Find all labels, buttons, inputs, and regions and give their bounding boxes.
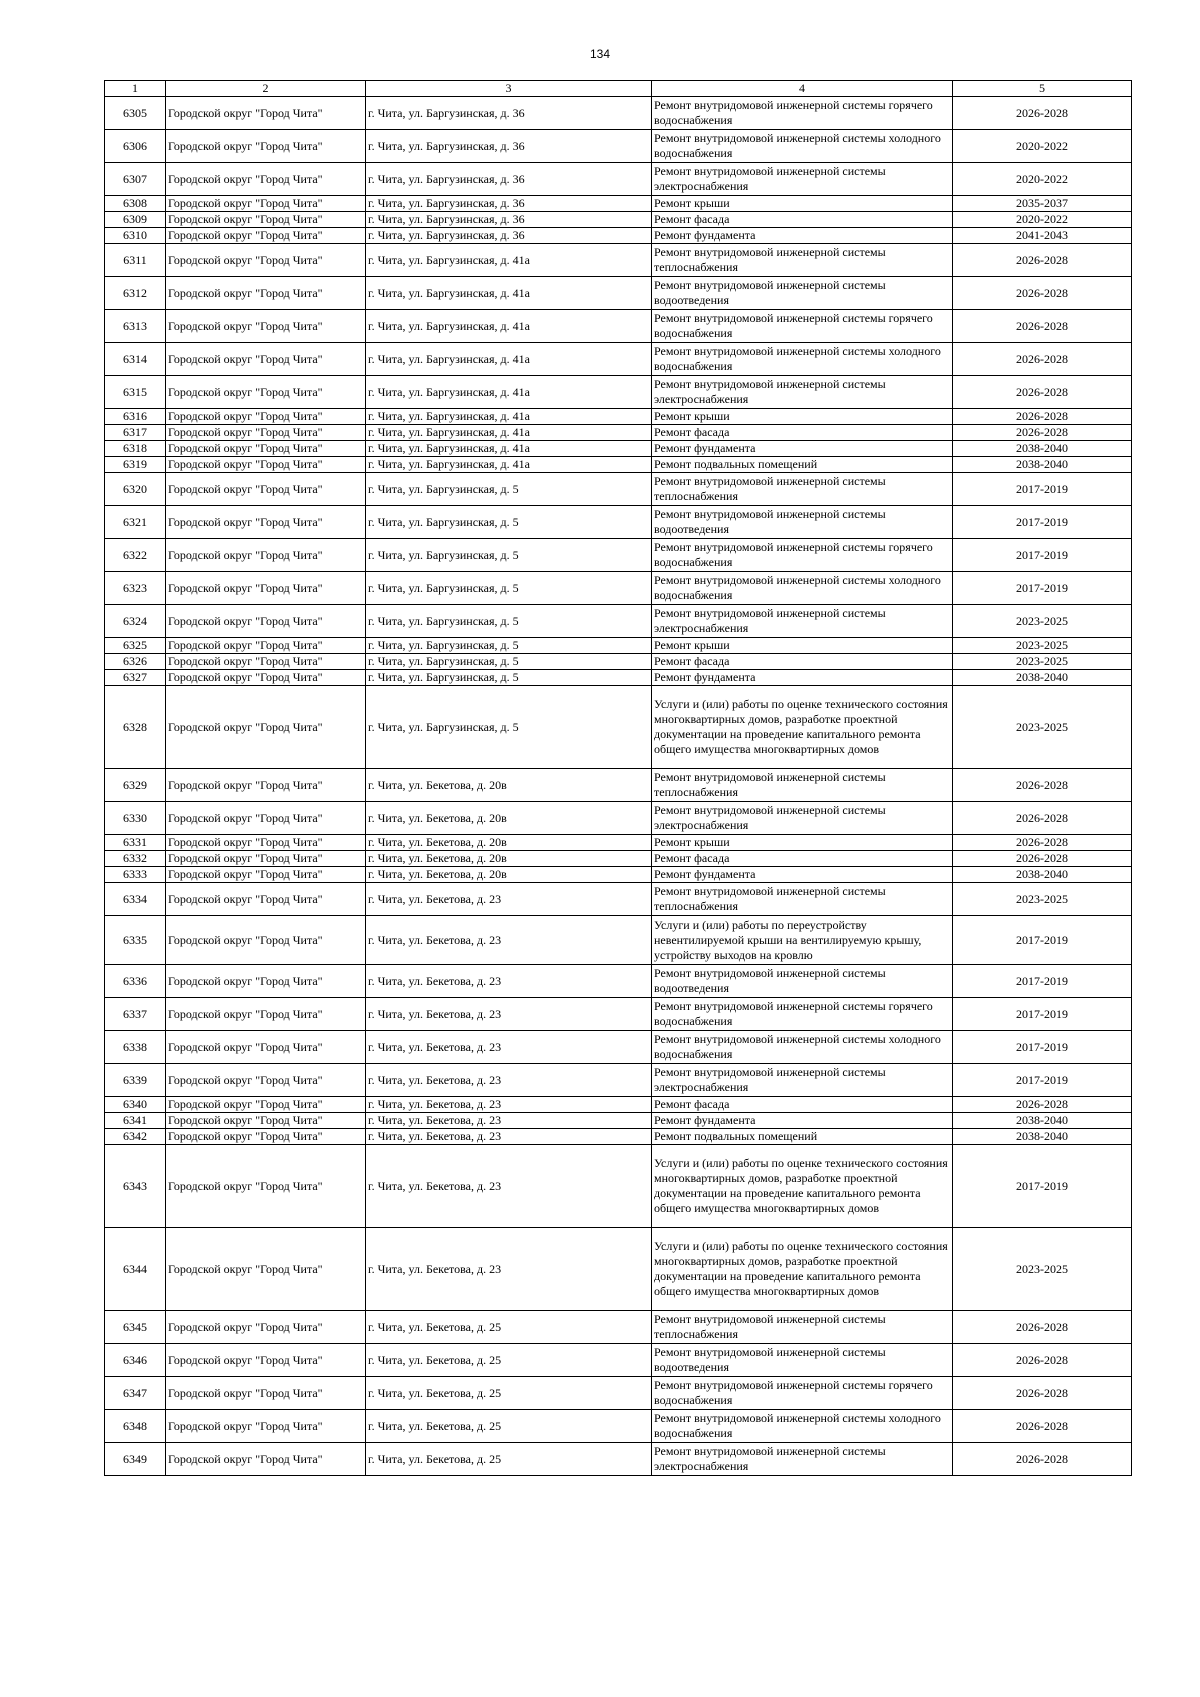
period-cell: 2026-2028 [953,343,1132,376]
work-type-cell: Ремонт внутридомовой инженерной системы электроснабжения [652,802,953,835]
address-cell: г. Чита, ул. Баргузинская, д. 5 [366,638,652,654]
period-cell: 2023-2025 [953,883,1132,916]
address-cell: г. Чита, ул. Баргузинская, д. 5 [366,670,652,686]
work-type-cell: Ремонт фундамента [652,670,953,686]
period-cell: 2038-2040 [953,670,1132,686]
table-row [105,1097,1132,1113]
table-row [105,130,1132,163]
table-row [105,1064,1132,1097]
work-type-cell: Ремонт внутридомовой инженерной системы теплоснабжения [652,473,953,506]
table-row [105,998,1132,1031]
row-number-cell: 6328 [105,686,166,769]
column-number-row [105,81,1132,97]
row-number-cell: 6306 [105,130,166,163]
period-cell: 2023-2025 [953,605,1132,638]
work-type-cell: Ремонт внутридомовой инженерной системы теплоснабжения [652,769,953,802]
address-cell: г. Чита, ул. Баргузинская, д. 5 [366,506,652,539]
municipality-cell: Городской округ "Город Чита" [166,130,366,163]
column-header: 4 [652,81,953,97]
work-type-cell: Ремонт внутридомовой инженерной системы холодного водоснабжения [652,1410,953,1443]
column-header: 5 [953,81,1132,97]
table-row [105,97,1132,130]
row-number-cell: 6325 [105,638,166,654]
municipality-cell: Городской округ "Город Чита" [166,473,366,506]
address-cell: г. Чита, ул. Баргузинская, д. 5 [366,572,652,605]
address-cell: г. Чита, ул. Баргузинская, д. 36 [366,228,652,244]
address-cell: г. Чита, ул. Бекетова, д. 23 [366,916,652,965]
work-type-cell: Ремонт крыши [652,409,953,425]
row-number-cell: 6345 [105,1311,166,1344]
address-cell: г. Чита, ул. Бекетова, д. 23 [366,883,652,916]
address-cell: г. Чита, ул. Баргузинская, д. 36 [366,196,652,212]
work-type-cell: Ремонт фасада [652,654,953,670]
period-cell: 2026-2028 [953,1377,1132,1410]
address-cell: г. Чита, ул. Баргузинская, д. 41а [366,244,652,277]
work-type-cell: Ремонт фасада [652,425,953,441]
municipality-cell: Городской округ "Город Чита" [166,998,366,1031]
address-cell: г. Чита, ул. Бекетова, д. 23 [366,1031,652,1064]
row-number-cell: 6344 [105,1228,166,1311]
page-number: 134 [589,47,611,61]
row-number-cell: 6316 [105,409,166,425]
row-number-cell: 6326 [105,654,166,670]
address-cell: г. Чита, ул. Бекетова, д. 25 [366,1311,652,1344]
period-cell: 2017-2019 [953,539,1132,572]
municipality-cell: Городской округ "Город Чита" [166,1443,366,1476]
period-cell: 2020-2022 [953,212,1132,228]
column-header: 3 [366,81,652,97]
work-type-cell: Ремонт внутридомовой инженерной системы электроснабжения [652,1443,953,1476]
municipality-cell: Городской округ "Город Чита" [166,916,366,965]
work-type-cell: Ремонт подвальных помещений [652,457,953,473]
row-number-cell: 6327 [105,670,166,686]
municipality-cell: Городской округ "Город Чита" [166,965,366,998]
row-number-cell: 6309 [105,212,166,228]
table-row [105,310,1132,343]
address-cell: г. Чита, ул. Бекетова, д. 25 [366,1410,652,1443]
table-row [105,638,1132,654]
table-row [105,1113,1132,1129]
address-cell: г. Чита, ул. Бекетова, д. 20в [366,769,652,802]
address-cell: г. Чита, ул. Бекетова, д. 25 [366,1443,652,1476]
table-row [105,212,1132,228]
row-number-cell: 6313 [105,310,166,343]
work-type-cell: Ремонт внутридомовой инженерной системы электроснабжения [652,605,953,638]
column-header: 2 [166,81,366,97]
row-number-cell: 6332 [105,851,166,867]
row-number-cell: 6349 [105,1443,166,1476]
row-number-cell: 6334 [105,883,166,916]
address-cell: г. Чита, ул. Бекетова, д. 20в [366,851,652,867]
municipality-cell: Городской округ "Город Чита" [166,1064,366,1097]
period-cell: 2020-2022 [953,130,1132,163]
address-cell: г. Чита, ул. Баргузинская, д. 41а [366,441,652,457]
table-row [105,539,1132,572]
municipality-cell: Городской округ "Город Чита" [166,376,366,409]
municipality-cell: Городской округ "Город Чита" [166,1145,366,1228]
municipality-cell: Городской округ "Город Чита" [166,277,366,310]
row-number-cell: 6330 [105,802,166,835]
municipality-cell: Городской округ "Город Чита" [166,539,366,572]
table-row [105,965,1132,998]
table-body [105,97,1132,1476]
period-cell: 2026-2028 [953,409,1132,425]
address-cell: г. Чита, ул. Баргузинская, д. 41а [366,457,652,473]
table-row [105,1228,1132,1311]
row-number-cell: 6333 [105,867,166,883]
work-type-cell: Ремонт фасада [652,1097,953,1113]
work-type-cell: Услуги и (или) работы по переустройству невентилируемой крыши на вентилируемую крышу, устройству выходов на кровлю [652,916,953,965]
address-cell: г. Чита, ул. Баргузинская, д. 5 [366,605,652,638]
municipality-cell: Городской округ "Город Чита" [166,638,366,654]
address-cell: г. Чита, ул. Баргузинская, д. 41а [366,343,652,376]
work-type-cell: Ремонт подвальных помещений [652,1129,953,1145]
address-cell: г. Чита, ул. Баргузинская, д. 5 [366,686,652,769]
period-cell: 2038-2040 [953,1129,1132,1145]
work-type-cell: Ремонт внутридомовой инженерной системы водоотведения [652,1344,953,1377]
row-number-cell: 6337 [105,998,166,1031]
work-type-cell: Ремонт фундамента [652,441,953,457]
municipality-cell: Городской округ "Город Чита" [166,163,366,196]
address-cell: г. Чита, ул. Бекетова, д. 23 [366,1228,652,1311]
period-cell: 2017-2019 [953,572,1132,605]
capital-repair-table [104,80,1132,1476]
table-row [105,867,1132,883]
period-cell: 2041-2043 [953,228,1132,244]
address-cell: г. Чита, ул. Бекетова, д. 25 [366,1344,652,1377]
municipality-cell: Городской округ "Город Чита" [166,1097,366,1113]
row-number-cell: 6323 [105,572,166,605]
municipality-cell: Городской округ "Город Чита" [166,1311,366,1344]
address-cell: г. Чита, ул. Баргузинская, д. 5 [366,654,652,670]
row-number-cell: 6314 [105,343,166,376]
work-type-cell: Ремонт фасада [652,212,953,228]
address-cell: г. Чита, ул. Бекетова, д. 23 [366,1113,652,1129]
municipality-cell: Городской округ "Город Чита" [166,572,366,605]
table-row [105,441,1132,457]
work-type-cell: Ремонт внутридомовой инженерной системы водоотведения [652,277,953,310]
period-cell: 2023-2025 [953,686,1132,769]
table-row [105,851,1132,867]
period-cell: 2026-2028 [953,376,1132,409]
work-type-cell: Услуги и (или) работы по оценке технического состояния многоквартирных домов, разработке проектной документации на проведение капитального ремонта общего имущества многоквартирных домов [652,1145,953,1228]
row-number-cell: 6324 [105,605,166,638]
table-row [105,654,1132,670]
period-cell: 2026-2028 [953,802,1132,835]
table-row [105,1344,1132,1377]
row-number-cell: 6322 [105,539,166,572]
row-number-cell: 6312 [105,277,166,310]
table-row [105,277,1132,310]
row-number-cell: 6307 [105,163,166,196]
work-type-cell: Ремонт внутридомовой инженерной системы горячего водоснабжения [652,539,953,572]
address-cell: г. Чита, ул. Бекетова, д. 23 [366,1097,652,1113]
municipality-cell: Городской округ "Город Чита" [166,97,366,130]
row-number-cell: 6320 [105,473,166,506]
address-cell: г. Чита, ул. Баргузинская, д. 5 [366,539,652,572]
municipality-cell: Городской округ "Город Чита" [166,1129,366,1145]
municipality-cell: Городской округ "Город Чита" [166,851,366,867]
period-cell: 2038-2040 [953,1113,1132,1129]
municipality-cell: Городской округ "Город Чита" [166,605,366,638]
row-number-cell: 6341 [105,1113,166,1129]
address-cell: г. Чита, ул. Баргузинская, д. 41а [366,425,652,441]
work-type-cell: Ремонт внутридомовой инженерной системы электроснабжения [652,1064,953,1097]
work-type-cell: Ремонт внутридомовой инженерной системы холодного водоснабжения [652,343,953,376]
work-type-cell: Ремонт внутридомовой инженерной системы теплоснабжения [652,244,953,277]
table-row [105,686,1132,769]
row-number-cell: 6336 [105,965,166,998]
work-type-cell: Ремонт внутридомовой инженерной системы теплоснабжения [652,1311,953,1344]
municipality-cell: Городской округ "Город Чита" [166,835,366,851]
address-cell: г. Чита, ул. Бекетова, д. 23 [366,1145,652,1228]
row-number-cell: 6311 [105,244,166,277]
period-cell: 2017-2019 [953,1064,1132,1097]
period-cell: 2026-2028 [953,851,1132,867]
municipality-cell: Городской округ "Город Чита" [166,883,366,916]
address-cell: г. Чита, ул. Бекетова, д. 23 [366,965,652,998]
address-cell: г. Чита, ул. Бекетова, д. 20в [366,867,652,883]
work-type-cell: Услуги и (или) работы по оценке технического состояния многоквартирных домов, разработке проектной документации на проведение капитального ремонта общего имущества многоквартирных домов [652,1228,953,1311]
work-type-cell: Ремонт внутридомовой инженерной системы водоотведения [652,965,953,998]
table-row [105,1129,1132,1145]
municipality-cell: Городской округ "Город Чита" [166,343,366,376]
row-number-cell: 6329 [105,769,166,802]
address-cell: г. Чита, ул. Баргузинская, д. 5 [366,473,652,506]
work-type-cell: Ремонт внутридомовой инженерной системы горячего водоснабжения [652,998,953,1031]
municipality-cell: Городской округ "Город Чита" [166,244,366,277]
period-cell: 2026-2028 [953,1410,1132,1443]
period-cell: 2026-2028 [953,769,1132,802]
row-number-cell: 6305 [105,97,166,130]
row-number-cell: 6343 [105,1145,166,1228]
period-cell: 2038-2040 [953,867,1132,883]
work-type-cell: Ремонт фундамента [652,228,953,244]
row-number-cell: 6308 [105,196,166,212]
municipality-cell: Городской округ "Город Чита" [166,228,366,244]
table-row [105,916,1132,965]
row-number-cell: 6340 [105,1097,166,1113]
work-type-cell: Ремонт внутридомовой инженерной системы холодного водоснабжения [652,130,953,163]
row-number-cell: 6346 [105,1344,166,1377]
work-type-cell: Ремонт внутридомовой инженерной системы водоотведения [652,506,953,539]
municipality-cell: Городской округ "Город Чита" [166,196,366,212]
work-type-cell: Ремонт внутридомовой инженерной системы горячего водоснабжения [652,1377,953,1410]
row-number-cell: 6335 [105,916,166,965]
municipality-cell: Городской округ "Город Чита" [166,769,366,802]
address-cell: г. Чита, ул. Баргузинская, д. 36 [366,130,652,163]
period-cell: 2026-2028 [953,1097,1132,1113]
table-row [105,835,1132,851]
row-number-cell: 6319 [105,457,166,473]
address-cell: г. Чита, ул. Бекетова, д. 23 [366,1064,652,1097]
table-row [105,196,1132,212]
row-number-cell: 6348 [105,1410,166,1443]
municipality-cell: Городской округ "Город Чита" [166,441,366,457]
table-row [105,376,1132,409]
table-row [105,244,1132,277]
municipality-cell: Городской округ "Город Чита" [166,1377,366,1410]
table-row [105,473,1132,506]
address-cell: г. Чита, ул. Бекетова, д. 20в [366,802,652,835]
address-cell: г. Чита, ул. Баргузинская, д. 36 [366,212,652,228]
table-row [105,343,1132,376]
table-row [105,883,1132,916]
work-type-cell: Ремонт внутридомовой инженерной системы горячего водоснабжения [652,97,953,130]
row-number-cell: 6338 [105,1031,166,1064]
table-row [105,228,1132,244]
table-row [105,670,1132,686]
period-cell: 2023-2025 [953,1228,1132,1311]
table-row [105,572,1132,605]
row-number-cell: 6331 [105,835,166,851]
row-number-cell: 6317 [105,425,166,441]
row-number-cell: 6318 [105,441,166,457]
period-cell: 2017-2019 [953,916,1132,965]
municipality-cell: Городской округ "Город Чита" [166,686,366,769]
table-row [105,1410,1132,1443]
period-cell: 2026-2028 [953,835,1132,851]
work-type-cell: Ремонт крыши [652,196,953,212]
municipality-cell: Городской округ "Город Чита" [166,1228,366,1311]
work-type-cell: Ремонт внутридомовой инженерной системы электроснабжения [652,376,953,409]
work-type-cell: Ремонт фасада [652,851,953,867]
period-cell: 2017-2019 [953,473,1132,506]
table-row [105,1031,1132,1064]
period-cell: 2017-2019 [953,998,1132,1031]
period-cell: 2017-2019 [953,965,1132,998]
municipality-cell: Городской округ "Город Чита" [166,212,366,228]
address-cell: г. Чита, ул. Бекетова, д. 25 [366,1377,652,1410]
table-row [105,409,1132,425]
period-cell: 2026-2028 [953,1311,1132,1344]
period-cell: 2038-2040 [953,441,1132,457]
table-row [105,605,1132,638]
work-type-cell: Ремонт крыши [652,638,953,654]
work-type-cell: Услуги и (или) работы по оценке технического состояния многоквартирных домов, разработке проектной документации на проведение капитального ремонта общего имущества многоквартирных домов [652,686,953,769]
municipality-cell: Городской округ "Город Чита" [166,310,366,343]
period-cell: 2026-2028 [953,425,1132,441]
table-row [105,506,1132,539]
row-number-cell: 6347 [105,1377,166,1410]
municipality-cell: Городской округ "Город Чита" [166,457,366,473]
municipality-cell: Городской округ "Город Чита" [166,425,366,441]
municipality-cell: Городской округ "Город Чита" [166,1031,366,1064]
table-row [105,457,1132,473]
row-number-cell: 6339 [105,1064,166,1097]
period-cell: 2038-2040 [953,457,1132,473]
period-cell: 2026-2028 [953,310,1132,343]
address-cell: г. Чита, ул. Баргузинская, д. 41а [366,277,652,310]
table-row [105,425,1132,441]
work-type-cell: Ремонт внутридомовой инженерной системы теплоснабжения [652,883,953,916]
address-cell: г. Чита, ул. Баргузинская, д. 41а [366,376,652,409]
table-row [105,1443,1132,1476]
address-cell: г. Чита, ул. Баргузинская, д. 36 [366,97,652,130]
municipality-cell: Городской округ "Город Чита" [166,670,366,686]
municipality-cell: Городской округ "Город Чита" [166,506,366,539]
period-cell: 2020-2022 [953,163,1132,196]
period-cell: 2023-2025 [953,654,1132,670]
municipality-cell: Городской округ "Город Чита" [166,1410,366,1443]
work-type-cell: Ремонт внутридомовой инженерной системы холодного водоснабжения [652,572,953,605]
period-cell: 2026-2028 [953,244,1132,277]
work-type-cell: Ремонт фундамента [652,1113,953,1129]
row-number-cell: 6342 [105,1129,166,1145]
work-type-cell: Ремонт внутридомовой инженерной системы холодного водоснабжения [652,1031,953,1064]
municipality-cell: Городской округ "Город Чита" [166,409,366,425]
row-number-cell: 6315 [105,376,166,409]
work-type-cell: Ремонт фундамента [652,867,953,883]
work-type-cell: Ремонт внутридомовой инженерной системы электроснабжения [652,163,953,196]
table-row [105,802,1132,835]
work-type-cell: Ремонт крыши [652,835,953,851]
municipality-cell: Городской округ "Город Чита" [166,802,366,835]
table-row [105,1145,1132,1228]
table-row [105,1311,1132,1344]
work-type-cell: Ремонт внутридомовой инженерной системы горячего водоснабжения [652,310,953,343]
period-cell: 2017-2019 [953,506,1132,539]
address-cell: г. Чита, ул. Баргузинская, д. 36 [366,163,652,196]
table-header [105,81,1132,97]
address-cell: г. Чита, ул. Бекетова, д. 20в [366,835,652,851]
row-number-cell: 6310 [105,228,166,244]
municipality-cell: Городской округ "Город Чита" [166,1344,366,1377]
period-cell: 2026-2028 [953,97,1132,130]
period-cell: 2026-2028 [953,1344,1132,1377]
table-row [105,1377,1132,1410]
period-cell: 2026-2028 [953,1443,1132,1476]
table-row [105,163,1132,196]
row-number-cell: 6321 [105,506,166,539]
address-cell: г. Чита, ул. Баргузинская, д. 41а [366,409,652,425]
address-cell: г. Чита, ул. Бекетова, д. 23 [366,1129,652,1145]
period-cell: 2023-2025 [953,638,1132,654]
address-cell: г. Чита, ул. Бекетова, д. 23 [366,998,652,1031]
period-cell: 2017-2019 [953,1145,1132,1228]
municipality-cell: Городской округ "Город Чита" [166,1113,366,1129]
table-row [105,769,1132,802]
municipality-cell: Городской округ "Город Чита" [166,867,366,883]
municipality-cell: Городской округ "Город Чита" [166,654,366,670]
period-cell: 2017-2019 [953,1031,1132,1064]
period-cell: 2035-2037 [953,196,1132,212]
address-cell: г. Чита, ул. Баргузинская, д. 41а [366,310,652,343]
period-cell: 2026-2028 [953,277,1132,310]
column-header: 1 [105,81,166,97]
